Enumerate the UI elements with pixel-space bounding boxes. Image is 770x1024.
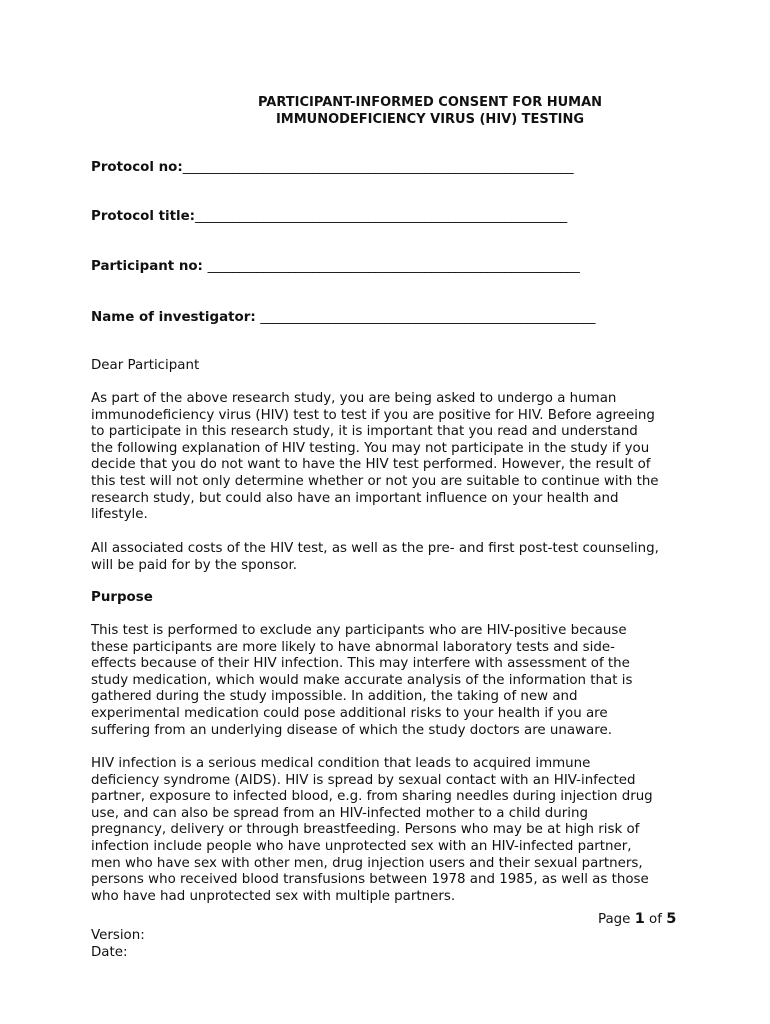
salutation: Dear Participant [91,358,200,373]
participant-no-label: Participant no: [91,259,208,274]
page-of: of [644,912,667,927]
protocol-no-field[interactable] [91,160,573,175]
date-label: Date: [91,945,128,960]
protocol-title-field[interactable] [91,209,567,224]
page-word: Page [598,912,635,927]
title-line-2: IMMUNODEFICIENCY VIRUS (HIV) TESTING [275,112,585,127]
document-title [150,94,710,128]
investigator-name-blank[interactable]: ______________________________________________________ [260,310,595,325]
participant-no-blank[interactable]: ____________________________________________________________ [207,259,580,274]
title-line-1: PARTICIPANT-INFORMED CONSENT FOR HUMAN [257,95,603,110]
page-total: 5 [666,911,677,927]
paragraph-costs: All associated costs of the HIV test, as well as the pre- and first post-test counseling, will be paid for by the sponsor. [91,541,659,573]
paragraph-hiv-info: HIV infection is a serious medical condition that leads to acquired immune deficiency syndrome (AIDS). HIV is spread by sexual contact with an HIV-infected partner, exposure to infected blood, e.g. from sharing needles during injection drug use, and can also be spread from an HIV-infected mother to a child during pregnancy, delivery or through breastfeeding. Persons who may be at high risk of infection include people who have unprotected sex with an HIV-infected partner, men who have sex with other men, drug injection users and their sexual partners, persons who received blood transfusions between 1978 and 1985, as well as those who have had unprotected sex with multiple partners. [91,756,653,904]
protocol-no-blank[interactable]: _______________________________________________________________ [182,160,574,175]
page-current: 1 [634,911,645,927]
purpose-heading: Purpose [91,590,153,605]
paragraph-intro: As part of the above research study, you are being asked to undergo a human immunodeficiency virus (HIV) test to test if you are positive for HIV. Before agreeing to participate in this research study, it is important that you read and understand the following explanation of HIV testing. You may not participate in the study if you decide that you do not want to have the HIV test performed. However, the result of this test will not only determine whether or not you are suitable to continue with the research study, but could also have an important influence on your health and lifestyle. [91,391,659,523]
protocol-title-label: Protocol title: [91,209,196,224]
investigator-name-field[interactable] [91,310,595,325]
version-label: Version: [91,928,145,943]
protocol-no-label: Protocol no: [91,160,183,175]
investigator-name-label: Name of investigator: [91,310,261,325]
protocol-title-blank[interactable]: ____________________________________________________________ [195,209,567,224]
participant-no-field[interactable] [91,259,579,274]
page-number [598,911,676,927]
paragraph-purpose: This test is performed to exclude any participants who are HIV-positive because these participants are more likely to have abnormal laboratory tests and side- effects because of their HIV infection. This may interfere with assessment of the study medication, which would make accurate analysis of the information that is gathered during the study impossible. In addition, the taking of new and experimental medication could pose additional risks to your health if you are suffering from an underlying disease of which the study doctors are unaware. [91,623,633,738]
